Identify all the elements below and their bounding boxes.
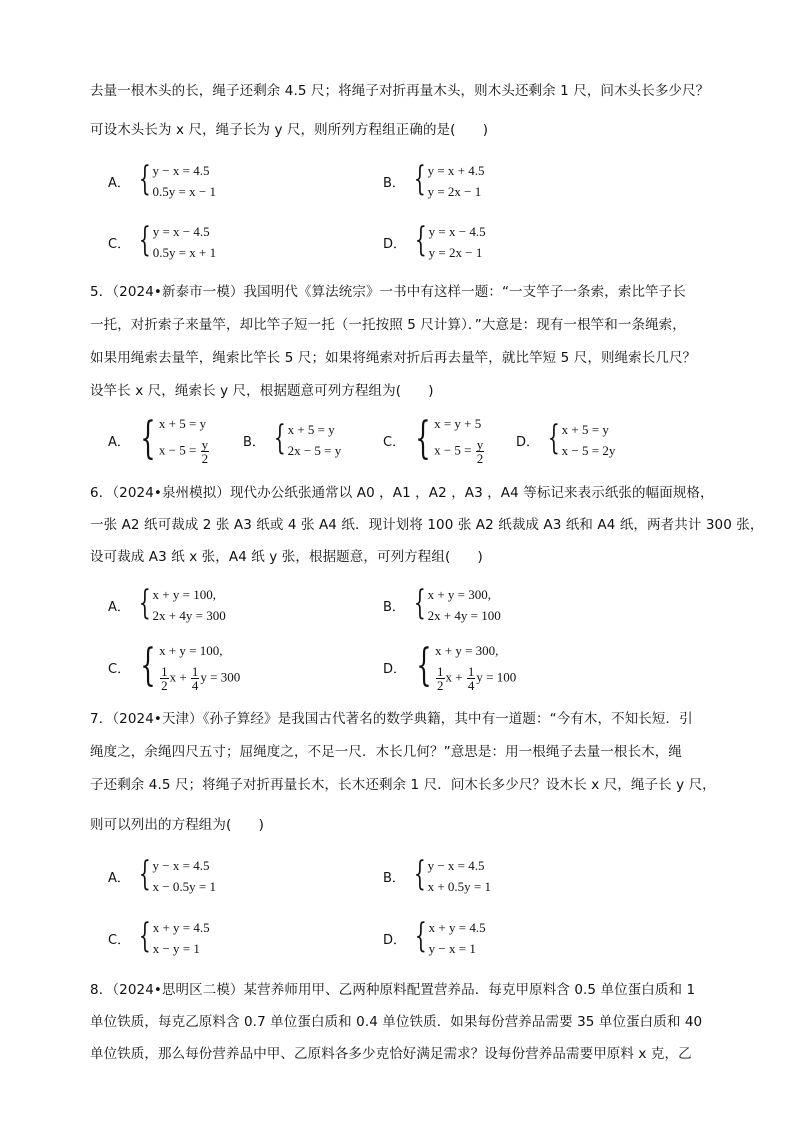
brace-icon: { [413,854,426,894]
brace-icon: { [413,583,426,623]
q8-text-line3: 单位铁质，那么每份营养品中甲、乙原料各多少克恰好满足需求？设每份营养品需要甲原料 x 克，乙 [90,1046,692,1062]
q4-option-c[interactable]: C． { y = x − 4.5 0.5y = x + 1 [108,220,217,260]
q4-text-line1: 去量一根木头的长，绳子还剩余 4.5 尺；将绳子对折再量木头，则木头还剩余 1 尺，问木头长多少尺？ [90,83,710,99]
q5-text-line3: 如果用绳索去量竿，绳索比竿长 5 尺；如果将绳索对折后再去量竿，就比竿短 5 尺，则绳索长几尺？ [90,350,697,366]
q7-option-a[interactable]: A． { y − x = 4.5 x − 0.5y = 1 [108,854,216,894]
q6-option-d[interactable]: D． { x + y = 300, $\frac{1}{2}$ x + $\frac{1}{4}$ y = 100 [383,639,517,693]
fraction: $\frac{1}{2}$ [437,664,444,693]
brace-icon: { [413,159,426,199]
q7-text-line2: 绳度之，余绳四尺五寸；屈绳度之，不足一尺．木长几何？”意思是：用一根绳子去量一根长木，绳 [90,744,682,760]
q7-option-c[interactable]: C． { x + y = 4.5 x − y = 1 [108,916,210,956]
q5-text-line1: 5．（2024•新泰市一模）我国明代《算法统宗》一书中有这样一题：“一支竿子一条索，索比竿子长 [90,284,686,300]
q7-text-line4: 则可以列出的方程组为( ) [90,817,264,833]
brace-icon: { [547,418,560,458]
brace-icon: { [138,220,151,260]
brace-icon: { [414,916,427,956]
brace-icon: { [138,159,151,199]
fraction: $\frac{1}{4}$ [467,664,475,693]
q6-option-b[interactable]: B． { x + y = 300, 2x + 4y = 100 [383,583,501,623]
q7-option-d[interactable]: D． { x + y = 4.5 y − x = 1 [383,916,486,956]
q5-option-c[interactable]: C． { x = y + 5 x − 5 = $\frac{y}{2}$ [383,412,484,466]
q6-text-line2: 一张 A2 纸可裁成 2 张 A3 纸或 4 张 A4 纸．现计划将 100 张 A2 纸裁成 A3 纸和 A4 纸，两者共计 300 张， [90,517,764,533]
q5-option-d[interactable]: D． { x + 5 = y x − 5 = 2y [516,418,616,458]
brace-icon: { [138,583,151,623]
brace-icon: { [415,412,431,464]
brace-icon: { [140,639,156,691]
q4-option-a[interactable]: A． { y − x = 4.5 0.5y = x − 1 [108,159,216,199]
q7-option-b[interactable]: B． { y − x = 4.5 x + 0.5y = 1 [383,854,491,894]
q7-text-line1: 7．（2024•天津）《孙子算经》是我国古代著名的数学典籍，其中有一道题：“今有木，不知长短．引 [90,711,693,727]
brace-icon: { [138,916,151,956]
brace-icon: { [416,639,432,691]
q4-option-b[interactable]: B． { y = x + 4.5 y = 2x − 1 [383,159,485,199]
q5-option-b[interactable]: B． { x + 5 = y 2x − 5 = y [243,418,342,458]
q5-text-line2: 一托，对折索子来量竿，却比竿子短一托（一托按照 5 尺计算）．”大意是：现有一根竿和一条绳索， [90,317,686,333]
q5-option-a[interactable]: A． { x + 5 = y x − 5 = $\frac{y}{2}$ [108,412,209,466]
brace-icon: { [140,412,156,464]
q6-option-c[interactable]: C． { x + y = 100, $\frac{1}{2}$ x + $\frac{1}{4}$ y = 300 [108,639,241,693]
fraction: $\frac{1}{2}$ [161,664,168,693]
q6-option-a[interactable]: A． { x + y = 100, 2x + 4y = 300 [108,583,226,623]
q8-text-line2: 单位铁质，每克乙原料含 0.7 单位蛋白质和 0.4 单位铁质．如果每份营养品需要 35 单位蛋白质和 40 [90,1014,703,1030]
q5-text-line4: 设竿长 x 尺，绳索长 y 尺，根据题意可列方程组为( ) [90,383,434,399]
q7-text-line3: 子还剩余 4.5 尺；将绳子对折再量长木，长木还剩余 1 尺．问木长多少尺？设木长 x 尺，绳子长 y 尺， [90,777,716,793]
brace-icon: { [414,220,427,260]
q8-text-line1: 8．（2024•思明区二模）某营养师用甲、乙两种原料配置营养品．每克甲原料含 0.5 单位蛋白质和 1 [90,982,696,998]
fraction: $\frac{y}{2}$ [476,437,484,466]
fraction: $\frac{1}{4}$ [191,664,199,693]
q4-text-line2: 可设木头长为 x 尺，绳子长为 y 尺，则所列方程组正确的是( ) [90,122,489,138]
fraction: $\frac{y}{2}$ [201,437,209,466]
q6-text-line3: 设可裁成 A3 纸 x 张，A4 纸 y 张，根据题意，可列方程组( ) [90,549,483,565]
brace-icon: { [138,854,151,894]
q6-text-line1: 6．（2024•泉州模拟）现代办公纸张通常以 A0 ，A1 ，A2 ，A3 ，A4 等标记来表示纸张的幅面规格， [90,485,714,501]
brace-icon: { [273,418,286,458]
q4-option-d[interactable]: D． { y = x − 4.5 y = 2x − 1 [383,220,486,260]
